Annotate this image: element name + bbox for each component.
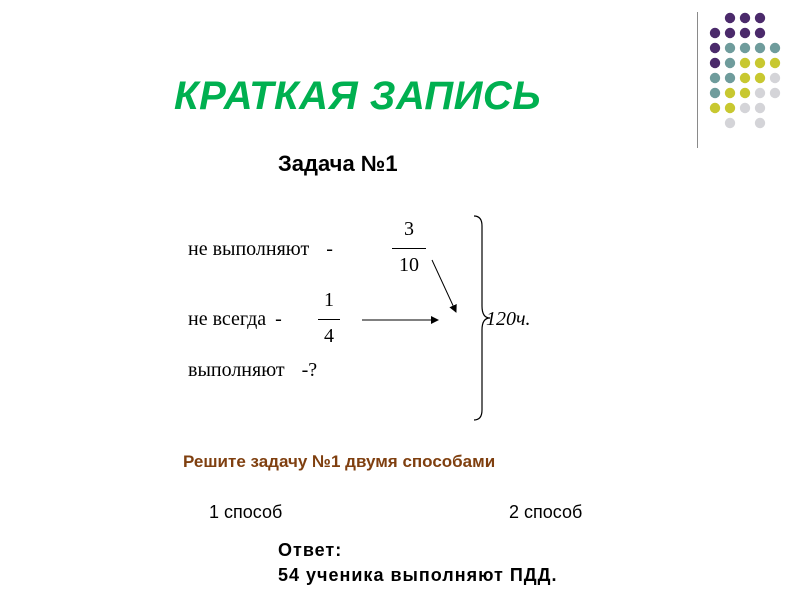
fraction-numerator: 1 [324,289,334,311]
answer-label: Ответ: [278,540,343,560]
instruction-text: Решите задачу №1 двумя способами [183,452,496,471]
row-dash: - [326,238,333,260]
row-label: не выполняют [188,238,310,260]
method-1-label: 1 способ [209,502,283,522]
row-label: не всегда [188,308,267,330]
task-heading: Задача №1 [278,151,398,176]
total-hours: 120ч. [486,308,531,330]
fraction-denominator: 4 [324,325,334,347]
method-2-label: 2 способ [509,502,583,522]
answer-text: 54 ученика выполняют ПДД. [278,565,558,585]
row-dash: - [275,308,282,330]
arrow-diagonal [432,260,456,312]
slide-title: КРАТКАЯ ЗАПИСЬ [174,74,542,118]
row-label: выполняют [188,359,285,381]
fraction-denominator: 10 [399,254,419,276]
row-question: -? [301,359,318,381]
fraction-numerator: 3 [404,218,414,240]
